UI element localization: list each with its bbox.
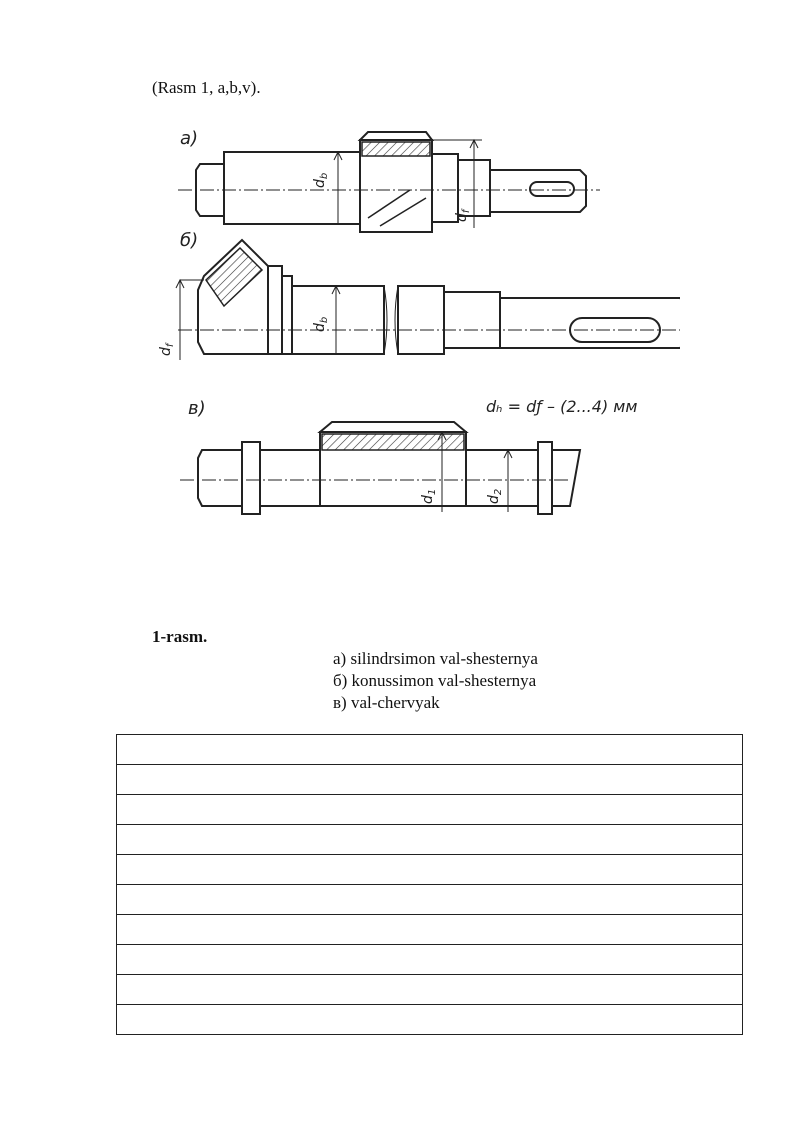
label-d1: $d_1$ xyxy=(420,488,438,504)
formula: dₕ = dƒ – (2...4) мм xyxy=(486,397,638,416)
figure-legend xyxy=(333,648,538,714)
legend-item-a: а) silindrsimon val-shesternya xyxy=(333,649,538,668)
table-cell xyxy=(117,825,743,855)
table-cell xyxy=(117,765,743,795)
table-row xyxy=(117,1005,743,1035)
table-row xyxy=(117,765,743,795)
table-row xyxy=(117,855,743,885)
label-df-a: $d_f$ xyxy=(454,209,472,222)
blank-lined-table xyxy=(116,734,743,1035)
label-db-b: $d_b$ xyxy=(312,316,330,332)
legend-item-b: б) konussimon val-shesternya xyxy=(333,671,537,690)
table-cell xyxy=(117,945,743,975)
table-cell xyxy=(117,975,743,1005)
figure-title: 1-rasm. xyxy=(152,627,208,646)
shaft-drawings-figure xyxy=(140,110,680,530)
legend-item-v: в) val-chervyak xyxy=(333,693,440,712)
table-row xyxy=(117,975,743,1005)
drawing-b-conical-shaft-gear xyxy=(158,230,680,360)
label-d2: $d_2$ xyxy=(486,488,504,504)
table-row xyxy=(117,825,743,855)
table-row xyxy=(117,735,743,765)
drawing-a-cylindrical-shaft-gear xyxy=(178,128,600,232)
table-cell xyxy=(117,1005,743,1035)
label-b: б) xyxy=(180,230,199,251)
label-a: a) xyxy=(180,128,199,149)
figure-reference: (Rasm 1, a,b,v). xyxy=(152,78,261,97)
table-row xyxy=(117,915,743,945)
label-v: в) xyxy=(188,398,206,419)
table-row xyxy=(117,945,743,975)
table-cell xyxy=(117,735,743,765)
table-row xyxy=(117,795,743,825)
table-row xyxy=(117,885,743,915)
table-cell xyxy=(117,915,743,945)
table-cell xyxy=(117,795,743,825)
label-db-a: $d_b$ xyxy=(312,172,330,188)
table-cell xyxy=(117,885,743,915)
drawing-v-worm-shaft xyxy=(180,397,637,514)
table-cell xyxy=(117,855,743,885)
label-df-b: $d_f$ xyxy=(158,343,176,356)
